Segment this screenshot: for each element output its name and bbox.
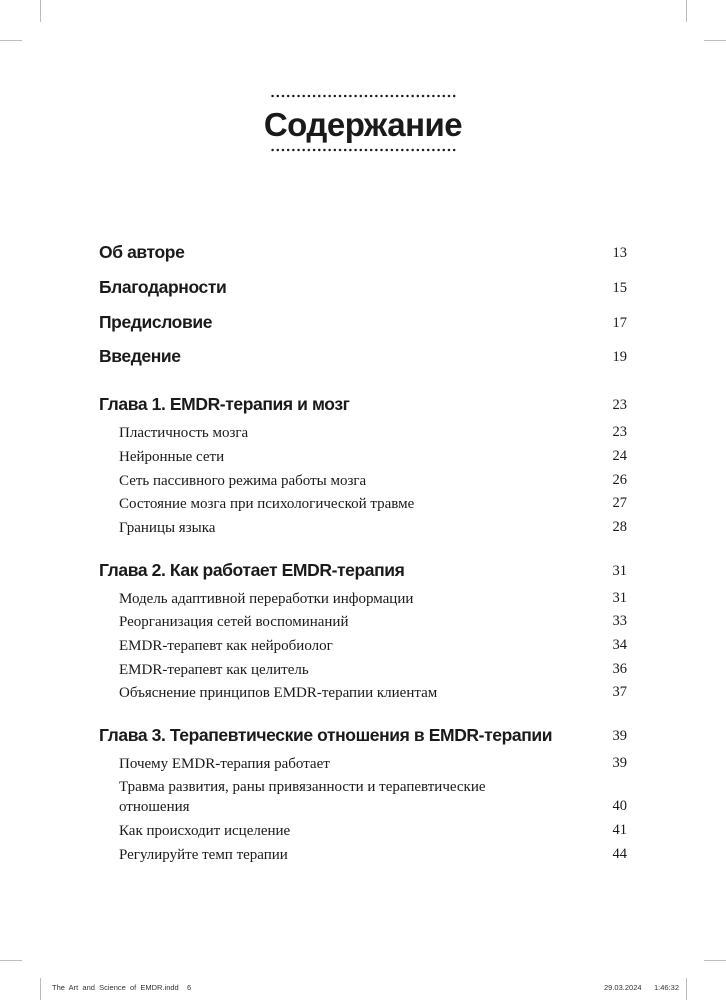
toc-page-number: 39 [612,728,627,744]
toc-entry-label: Нейронные сети [119,449,225,465]
toc-entry-label: Пластичность мозга [119,425,249,441]
footer-time: 1:46:32 [654,983,680,992]
toc-entry-label: Границы языка [119,520,216,536]
toc-entry-label: Как происходит исцеление [119,823,291,839]
crop-mark [686,978,687,1000]
toc-entry-label: Об авторе [99,242,185,262]
crop-mark [704,40,726,41]
toc-page-number: 24 [612,448,627,464]
dotted-rule-bottom [270,148,456,152]
toc-page-number: 40 [612,798,627,814]
crop-mark [686,0,687,22]
toc-page-number: 13 [612,245,627,261]
toc-entry-label: Регулируйте темп терапии [119,847,288,863]
toc-page-number: 23 [612,397,627,413]
crop-mark [0,960,22,961]
toc-page-number: 36 [612,661,627,677]
toc-page-number: 19 [612,349,627,365]
crop-mark [704,960,726,961]
toc-page-number: 26 [612,472,627,488]
toc-page-number: 28 [612,519,627,535]
toc-entry-label: Благодарности [99,277,227,297]
toc-entry-label: Предисловие [99,312,213,332]
toc-entry-label: Почему EMDR-терапия работает [119,756,330,772]
crop-mark [0,40,22,41]
toc-page-number: 39 [612,755,627,771]
toc-entry-label: Реорганизация сетей воспоминаний [119,614,349,630]
crop-mark [40,0,41,22]
footer-date: 29.03.2024 [604,983,642,992]
footer-file-name: The Art and Science of EMDR.indd 6 [52,983,192,992]
toc-page-number: 44 [612,846,627,862]
toc-entry-label: Введение [99,346,181,366]
toc-entry-label: Состояние мозга при психологической травме [119,496,415,512]
toc-entry-label: Глава 1. EMDR-терапия и мозг [99,394,350,414]
toc-entry-label: Травма развития, раны привязанности и терапевтические отношения [119,779,486,815]
toc-entry-label: EMDR-терапевт как нейробиолог [119,638,333,654]
toc-entry-label: Объяснение принципов EMDR-терапии клиентам [119,685,438,701]
toc-page-number: 31 [612,563,627,579]
toc-entry-label: Сеть пассивного режима работы мозга [119,473,367,489]
toc-entry-label: Глава 3. Терапевтические отношения в EMDR-терапии [99,725,553,745]
toc-page-number: 15 [612,280,627,296]
toc-page-number: 23 [612,424,627,440]
toc-page-number: 33 [612,613,627,629]
toc-page-number: 17 [612,315,627,331]
toc-entry-label: EMDR-терапевт как целитель [119,662,309,678]
toc-entry-label: Глава 2. Как работает EMDR-терапия [99,560,405,580]
dotted-rule-top [270,94,456,98]
toc-page-number: 27 [612,495,627,511]
toc-page-number: 41 [612,822,627,838]
toc-page-number: 34 [612,637,627,653]
page-title: Содержание [263,106,463,143]
toc-page-number: 37 [612,684,627,700]
crop-mark [40,978,41,1000]
toc-entry-label: Модель адаптивной переработки информации [119,591,414,607]
toc-page-number: 31 [612,590,627,606]
